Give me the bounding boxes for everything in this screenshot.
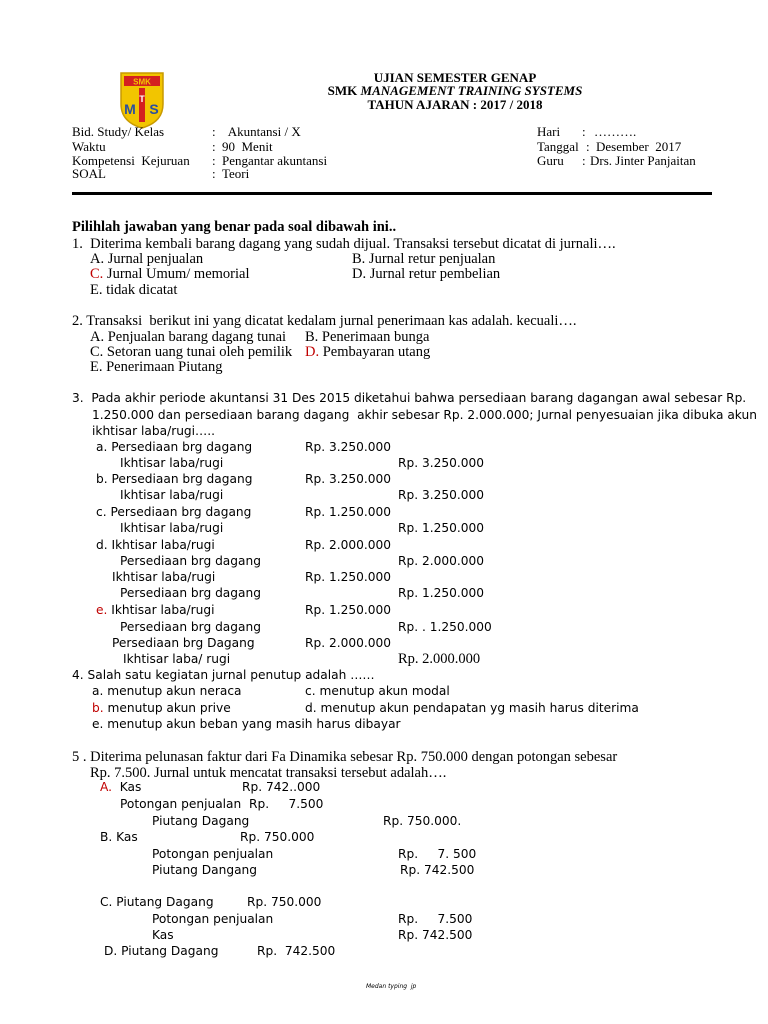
journal-amount: Rp. 1.250.000 bbox=[398, 586, 484, 600]
option-e: E. Penerimaan Piutang bbox=[90, 359, 223, 375]
option-b: B. Penerimaan bunga bbox=[305, 329, 430, 345]
info-sep: : bbox=[212, 124, 216, 139]
journal-account: Persediaan brg dagang bbox=[120, 586, 261, 600]
option-d: D. Jurnal retur pembelian bbox=[352, 266, 501, 282]
journal-account: Persediaan brg Dagang bbox=[112, 636, 255, 650]
question-text: 3. Pada akhir periode akuntansi 31 Des 2015 diketahui bahwa persediaan barang dagangan awal sebesar Rp. bbox=[72, 391, 747, 405]
question-text: ikhtisar laba/rugi….. bbox=[92, 424, 215, 438]
journal-account: Piutang Dagang bbox=[152, 814, 250, 828]
info-sep: : bbox=[212, 166, 216, 181]
journal-amount: Rp. 2.000.000 bbox=[305, 636, 391, 650]
info-label: Waktu bbox=[72, 139, 106, 154]
journal-account: Persediaan brg dagang bbox=[120, 620, 261, 634]
exam-title: UJIAN SEMESTER GENAP bbox=[373, 70, 537, 85]
info-value: Desember 2017 bbox=[596, 139, 682, 154]
answer-mark: e. bbox=[96, 603, 108, 617]
question-text: 4. Salah satu kegiatan jurnal penutup adalah …… bbox=[72, 668, 375, 682]
journal-amount: Rp. 3.250.000 bbox=[305, 472, 391, 486]
info-value: Drs. Jinter Panjaitan bbox=[590, 153, 696, 168]
option-b: b. menutup akun prive bbox=[92, 701, 231, 715]
journal-account: D. Piutang Dagang bbox=[104, 944, 219, 958]
journal-account: Kas bbox=[152, 928, 174, 942]
question-text: 1.250.000 dan persediaan barang dagang akhir sebesar Rp. 2.000.000; Jurnal penyesuaian jika dibuka akun bbox=[92, 408, 757, 422]
journal-account: b. Persediaan brg dagang bbox=[96, 472, 253, 486]
info-label: Guru bbox=[537, 153, 564, 168]
journal-account: Potongan penjualan bbox=[152, 847, 274, 861]
instruction: Pilihlah jawaban yang benar pada soal dibawah ini.. bbox=[72, 219, 397, 235]
info-value: Akuntansi / X bbox=[222, 124, 301, 139]
journal-account: Ikhtisar laba/rugi bbox=[112, 570, 216, 584]
journal-account: a. Persediaan brg dagang bbox=[96, 440, 253, 454]
option-d: d. menutup akun pendapatan yg masih harus diterima bbox=[305, 701, 639, 715]
answer-mark: A. bbox=[100, 780, 112, 794]
info-sep: : bbox=[582, 153, 586, 168]
answer-mark: C. bbox=[90, 266, 104, 282]
journal-account: Piutang Dangang bbox=[152, 863, 258, 877]
question-text: 2. Transaksi berikut ini yang dicatat kedalam jurnal penerimaan kas adalah. kecuali…. bbox=[72, 313, 577, 329]
journal-amount: Rp. 2.000.000 bbox=[398, 554, 484, 568]
journal-amount: Rp. 750.000 bbox=[247, 895, 322, 909]
journal-account: Ikhtisar laba/rugi bbox=[120, 488, 224, 502]
info-label: Hari bbox=[537, 124, 561, 139]
journal-amount: Rp. 2.000.000 bbox=[305, 538, 391, 552]
answer-mark: D. bbox=[305, 344, 320, 360]
journal-account: A. Kas bbox=[100, 780, 142, 794]
journal-amount: Rp. 3.250.000 bbox=[398, 456, 484, 470]
info-value: Pengantar akuntansi bbox=[222, 153, 328, 168]
logo-letter-t: T bbox=[139, 94, 145, 104]
journal-amount: Rp. 7.500 bbox=[398, 912, 473, 926]
option-e: E. tidak dicatat bbox=[90, 282, 178, 298]
header-divider bbox=[72, 192, 712, 195]
info-value: ………. bbox=[594, 124, 637, 139]
info-sep: : bbox=[212, 139, 216, 154]
question-text: 1. Diterima kembali barang dagang yang sudah dijual. Transaksi tersebut dicatat di jurnali…. bbox=[72, 236, 616, 252]
logo-letter-s: S bbox=[149, 101, 159, 117]
info-sep: : bbox=[586, 139, 590, 154]
academic-year: TAHUN AJARAN : 2017 / 2018 bbox=[367, 97, 543, 112]
option-a: A. Jurnal penjualan bbox=[90, 251, 204, 267]
journal-amount: Rp. 750.000. bbox=[383, 814, 462, 828]
journal-amount: Rp. 750.000 bbox=[240, 830, 315, 844]
info-label: Kompetensi Kejuruan bbox=[72, 153, 190, 168]
info-sep: : bbox=[212, 153, 216, 168]
journal-amount: Rp. 7. 500 bbox=[398, 847, 477, 861]
question-text: Rp. 7.500. Jurnal untuk mencatat transaksi tersebut adalah…. bbox=[90, 765, 447, 781]
school-name: SMK MANAGEMENT TRAINING SYSTEMS bbox=[327, 83, 583, 98]
journal-amount: Rp. 1.250.000 bbox=[398, 521, 484, 535]
info-label: Bid. Study/ Kelas bbox=[72, 124, 165, 139]
option-e: e. menutup akun beban yang masih harus dibayar bbox=[92, 717, 401, 731]
option-c: C. Jurnal Umum/ memorial bbox=[90, 266, 250, 282]
journal-amount: Rp. 1.250.000 bbox=[305, 603, 391, 617]
journal-account: Ikhtisar laba/ rugi bbox=[123, 652, 231, 666]
journal-amount: Rp. 742.500 bbox=[257, 944, 336, 958]
answer-mark: b. bbox=[92, 701, 104, 715]
school-logo bbox=[118, 70, 166, 130]
journal-account: C. Piutang Dagang bbox=[100, 895, 214, 909]
journal-account: Potongan penjualan Rp. 7.500 bbox=[120, 797, 324, 811]
option-b: B. Jurnal retur penjualan bbox=[352, 251, 496, 267]
info-label: SOAL bbox=[72, 166, 106, 181]
journal-amount: Rp. 1.250.000 bbox=[305, 570, 391, 584]
info-sep: : bbox=[582, 124, 586, 139]
journal-account: Ikhtisar laba/rugi bbox=[120, 521, 224, 535]
journal-amount: Rp. 3.250.000 bbox=[305, 440, 391, 454]
journal-account: Persediaan brg dagang bbox=[120, 554, 261, 568]
journal-account: Ikhtisar laba/rugi bbox=[120, 456, 224, 470]
journal-amount: Rp. 1.250.000 bbox=[305, 505, 391, 519]
journal-amount: Rp. 742.500 bbox=[400, 863, 475, 877]
option-c: C. Setoran uang tunai oleh pemilik bbox=[90, 344, 293, 360]
journal-amount: Rp. 2.000.000 bbox=[398, 651, 481, 667]
footer-note: Medan typing jp bbox=[366, 983, 417, 990]
journal-amount: Rp. 742..000 bbox=[242, 780, 321, 794]
option-c: c. menutup akun modal bbox=[305, 684, 450, 698]
journal-account: B. Kas bbox=[100, 830, 138, 844]
option-a: a. menutup akun neraca bbox=[92, 684, 242, 698]
logo-letter-m: M bbox=[124, 101, 136, 117]
journal-account: c. Persediaan brg dagang bbox=[96, 505, 252, 519]
journal-account: e. Ikhtisar laba/rugi bbox=[96, 603, 215, 617]
option-d: D. Pembayaran utang bbox=[305, 344, 431, 360]
journal-account: Potongan penjualan bbox=[152, 912, 274, 926]
info-label: Tanggal bbox=[537, 139, 579, 154]
journal-account: d. Ikhtisar laba/rugi bbox=[96, 538, 215, 552]
info-value: 90 Menit bbox=[222, 139, 273, 154]
journal-amount: Rp. 742.500 bbox=[398, 928, 473, 942]
logo-text: SMK bbox=[133, 77, 151, 87]
info-value: Teori bbox=[222, 166, 250, 181]
option-a: A. Penjualan barang dagang tunai bbox=[90, 329, 287, 345]
question-text: 5 . Diterima pelunasan faktur dari Fa Dinamika sebesar Rp. 750.000 dengan potongan sebesar bbox=[72, 749, 618, 765]
journal-amount: Rp. 3.250.000 bbox=[398, 488, 484, 502]
journal-amount: Rp. . 1.250.000 bbox=[398, 620, 492, 634]
